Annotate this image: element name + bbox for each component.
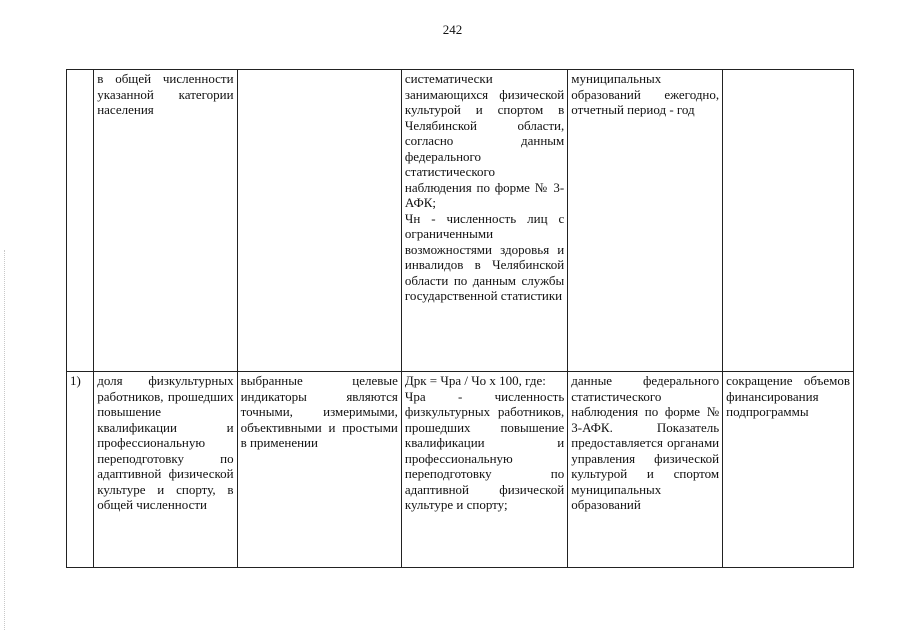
cell-description: выбранные целевые индикаторы являются точными, измеримыми, объективными и простыми в применении xyxy=(237,372,401,568)
cell-formula xyxy=(401,372,567,568)
formula-line: Дрк = Чра / Чо х 100, где: xyxy=(404,373,546,388)
formula-line: Чн - численность лиц с ограниченными возможностями здоровья и инвалидов в Челябинской области по данным службы государственной статистики xyxy=(404,210,565,303)
cell-source: муниципальных образований ежегодно, отчетный период - год xyxy=(568,70,723,372)
indicator-table xyxy=(66,69,854,568)
cell-result xyxy=(723,70,854,372)
cell-number xyxy=(67,70,94,372)
table-row xyxy=(67,70,854,372)
cell-source: данные федерального статистического наблюдения по форме № 3-АФК. Показатель предоставляется органами управления физической культурой и спортом муниципальных образований xyxy=(568,372,723,568)
table-row xyxy=(67,372,854,568)
cell-indicator-name: в общей численности указанной категории населения xyxy=(94,70,237,372)
scan-edge-line xyxy=(4,250,6,630)
cell-formula xyxy=(401,70,567,372)
cell-description xyxy=(237,70,401,372)
page-number: 242 xyxy=(442,22,463,37)
formula-line: Чра - численность физкультурных работников, прошедших повышение квалификации и профессиональную переподготовку по адаптивной физической культуре и спорту; xyxy=(404,388,565,512)
cell-number: 1) xyxy=(67,372,94,568)
cell-result: сокращение объемов финансирования подпрограммы xyxy=(723,372,854,568)
formula-line: систематически занимающихся физической культурой и спортом в Челябинской области, согласно данным федерального статистического наблюдения по форме № 3-АФК; xyxy=(404,71,565,210)
cell-indicator-name: доля физкультурных работников, прошедших повышение квалификации и профессиональную переподготовку по адаптивной физической культуре и спорту, в общей численности xyxy=(94,372,237,568)
